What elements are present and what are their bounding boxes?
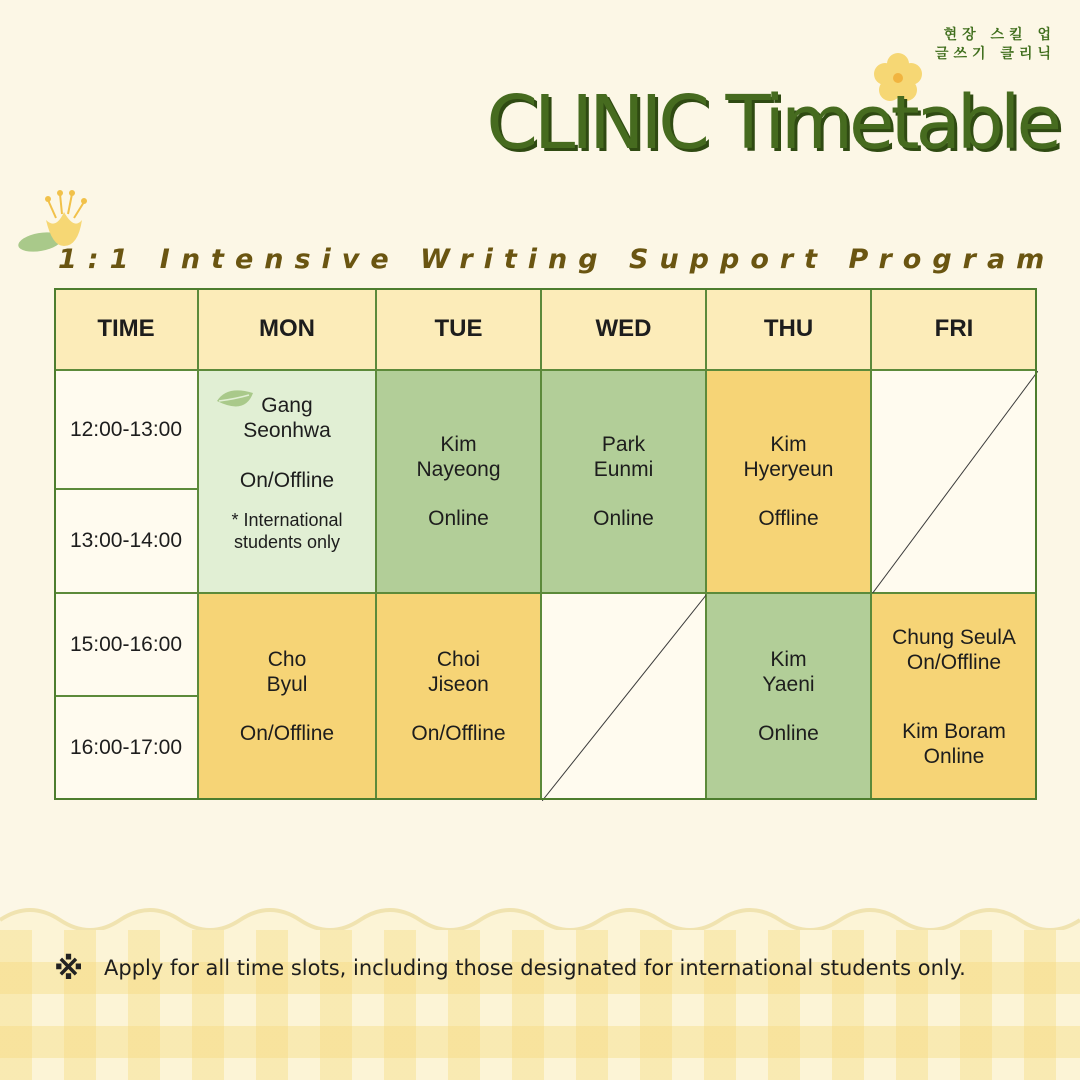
empty-slot-fri-1 (871, 370, 1037, 593)
footer-pattern (0, 930, 1080, 1080)
tutor-name: Gang Seonhwa (243, 393, 331, 442)
empty-slot-diagonal (872, 371, 1038, 594)
session-note: * International students only (231, 509, 343, 552)
empty-slot-wed-2 (541, 593, 706, 800)
page-title: CLINIC Timetable (486, 80, 1058, 166)
session-mode: On/Offline (411, 722, 506, 745)
program-subtitle: 1:1 Intensive Writing Support Program (58, 244, 1056, 275)
session-fri-2 (871, 593, 1037, 800)
korean-line-2: 글쓰기 클리닉 (934, 46, 1056, 62)
empty-slot-diagonal (542, 594, 707, 801)
session-mon-2 (198, 593, 376, 800)
header-fri: FRI (871, 288, 1037, 370)
session-mode: Offline (758, 507, 819, 530)
session-mode: Online (428, 507, 489, 530)
leaf-icon (215, 385, 255, 415)
session-mode: Online (758, 722, 819, 745)
time-slot-1: 12:00-13:00 (54, 370, 198, 489)
session-mode: On/Offline (239, 468, 335, 492)
tutor-name: Kim Hyeryeun (743, 433, 834, 481)
korean-label (935, 26, 1056, 64)
session-mode-2: Online (923, 744, 985, 768)
header-mon: MON (198, 288, 376, 370)
tutor-name: Choi Jiseon (428, 648, 489, 696)
session-tue-1 (376, 370, 541, 593)
header-tue: TUE (376, 288, 541, 370)
header-time: TIME (54, 288, 198, 370)
session-tue-2 (376, 593, 541, 800)
header-thu: THU (706, 288, 871, 370)
tutor-name: Kim Yaeni (762, 648, 815, 696)
time-slot-3: 15:00-16:00 (54, 593, 198, 696)
time-slot-4: 16:00-17:00 (54, 696, 198, 800)
tutor-name: Cho Byul (266, 648, 308, 696)
session-wed-1 (541, 370, 706, 593)
reference-mark-icon: ※ (54, 952, 84, 987)
footer-note: Apply for all time slots, including those designated for international students only. (104, 956, 966, 980)
header-wed: WED (541, 288, 706, 370)
time-slot-2: 13:00-14:00 (54, 489, 198, 593)
session-mode: Online (593, 507, 654, 530)
session-mode-1: On/Offline (906, 650, 1002, 674)
session-mode: On/Offline (239, 722, 335, 745)
tutor-name-2: Kim Boram (902, 719, 1006, 743)
session-thu-1 (706, 370, 871, 593)
tutor-name: Kim Nayeong (416, 433, 501, 481)
session-thu-2 (706, 593, 871, 800)
tutor-name-1: Chung SeulA (892, 625, 1016, 649)
timetable (54, 288, 1037, 800)
tutor-name: Park Eunmi (593, 433, 654, 481)
session-mon-1 (198, 370, 376, 593)
korean-line-1: 현장 스킬 업 (943, 27, 1056, 43)
